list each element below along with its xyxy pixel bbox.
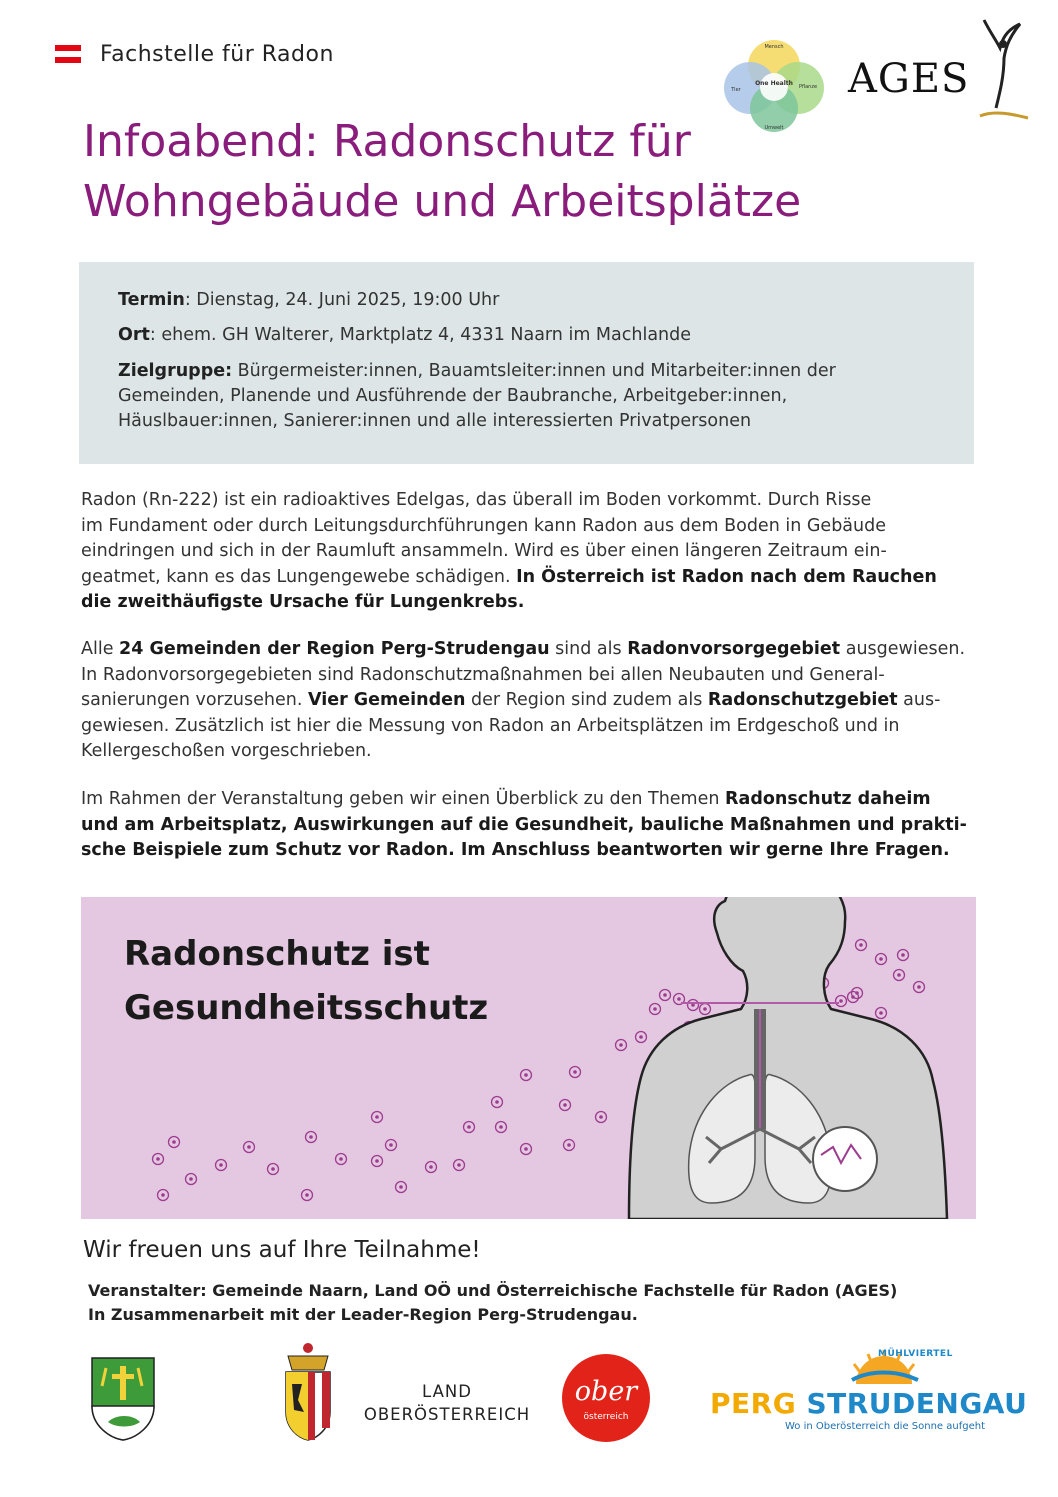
perg-strudengau-logo — [710, 1387, 1027, 1420]
title-line-2: Wohngebäude und Arbeitsplätze — [83, 176, 802, 227]
radon-particle-core — [677, 997, 681, 1001]
paragraph-region — [81, 637, 971, 765]
radon-particle-core — [309, 1135, 313, 1139]
text-span: sind als — [549, 639, 628, 659]
upper-austria-coat-of-arms-icon — [282, 1340, 334, 1444]
perg-logo-top: MÜHLVIERTEL — [878, 1349, 953, 1359]
radon-particle-core — [573, 1070, 577, 1074]
ort-line — [118, 323, 938, 348]
perg-logo-part2: STRUDENGAU — [806, 1387, 1028, 1420]
zielgruppe-line — [118, 359, 938, 434]
text-span-bold: Vier Gemeinden — [307, 690, 466, 710]
radon-particle-core — [619, 1043, 623, 1047]
radon-particle-core — [339, 1157, 343, 1161]
health-banner — [81, 897, 976, 1219]
banner-title-line: Gesundheitsschutz — [124, 988, 489, 1028]
naarn-coat-of-arms-icon — [90, 1356, 156, 1442]
one-health-label: Tier — [731, 87, 741, 93]
termin-label: Termin — [118, 290, 185, 310]
organizer-text — [88, 1279, 897, 1327]
paragraph-event-topics — [81, 787, 971, 864]
text-line: im Fundament oder durch Leitungsdurchführungen kann Radon aus dem Boden in Gebäude — [81, 515, 886, 536]
ober-logo-sub: österreich — [583, 1412, 629, 1422]
one-health-label: Pflanze — [798, 84, 818, 90]
radon-particle-core — [495, 1100, 499, 1104]
text-span-bold: Radonvorsorgegebiet — [627, 639, 841, 659]
organizer-line: In Zusammenarbeit mit der Leader-Region Perg-Strudengau. — [88, 1305, 638, 1324]
text-span: der Region sind zudem als — [465, 690, 708, 710]
ort-value: : ehem. GH Walterer, Marktplatz 4, 4331 Naarn im Machlande — [149, 325, 692, 345]
text-line-bold: In Österreich ist Radon nach dem Rauchen — [516, 566, 937, 587]
radon-particle-core — [375, 1115, 379, 1119]
ober-logo-main: ober — [574, 1376, 638, 1407]
text-line: geatmet, kann es das Lungengewebe schädigen. — [81, 566, 517, 587]
zielgruppe-text: Gemeinden, Planende und Ausführende der Baubranche, Arbeitgeber:innen, — [118, 386, 788, 406]
text-span: ausgewiesen. — [840, 639, 966, 659]
text-line: Kellergeschoßen vorgeschrieben. — [81, 741, 372, 761]
text-span-bold: Radonschutzgebiet — [707, 690, 898, 710]
text-span: aus- — [897, 690, 941, 710]
text-span: sanierungen vorzusehen. — [81, 690, 308, 710]
ages-figure-icon — [976, 18, 1030, 126]
page-title — [83, 112, 843, 232]
radon-particle-core — [389, 1143, 393, 1147]
radon-particle-core — [599, 1115, 603, 1119]
radon-particle-core — [499, 1125, 503, 1129]
radon-particle-core — [161, 1193, 165, 1197]
zielgruppe-label: Zielgruppe: — [118, 361, 233, 381]
one-health-label: Umwelt — [764, 125, 784, 131]
radon-particle-core — [219, 1163, 223, 1167]
text-line-bold: und am Arbeitsplatz, Auswirkungen auf die Gesundheit, bauliche Maßnahmen und prakti- — [81, 814, 967, 835]
land-line: LAND — [422, 1382, 472, 1401]
radon-particle-core — [524, 1147, 528, 1151]
event-info-box — [79, 262, 974, 464]
text-span-bold: 24 Gemeinden der Region Perg-Strudengau — [119, 639, 550, 659]
thanks-text: Wir freuen uns auf Ihre Teilnahme! — [83, 1237, 481, 1263]
radon-particle-core — [663, 993, 667, 997]
radon-particle-core — [457, 1163, 461, 1167]
text-line: eindringen und sich in der Raumluft ansammeln. Wird es über einen längeren Zeitraum ein- — [81, 541, 887, 561]
text-line: Radon (Rn-222) ist ein radioaktives Edelgas, das überall im Boden vorkommt. Durch Risse — [81, 490, 872, 510]
text-line-bold: die zweithäufigste Ursache für Lungenkrebs. — [81, 592, 525, 612]
radon-particle-core — [703, 1007, 707, 1011]
title-line-1: Infoabend: Radonschutz für — [83, 116, 691, 167]
land-ooe-logo-text — [357, 1380, 537, 1426]
termin-line — [118, 288, 938, 313]
land-line: OBERÖSTERREICH — [363, 1405, 531, 1424]
termin-value: : Dienstag, 24. Juni 2025, 19:00 Uhr — [184, 290, 500, 310]
ober-oesterreich-logo — [562, 1354, 650, 1442]
paragraph-radon-intro — [81, 488, 971, 616]
text-span: Im Rahmen der Veranstaltung geben wir einen Überblick zu den Themen — [81, 789, 726, 809]
radon-particle-core — [156, 1157, 160, 1161]
radon-particle-core — [524, 1073, 528, 1077]
radon-particle-core — [467, 1125, 471, 1129]
header-title: Fachstelle für Radon — [100, 42, 334, 67]
radon-illustration — [81, 897, 976, 1219]
text-line: In Radonvorsorgegebieten sind Radonschutzmaßnahmen bei allen Neubauten und General- — [81, 664, 885, 685]
radon-particle-core — [563, 1103, 567, 1107]
zielgruppe-text: Häuslbauer:innen, Sanierer:innen und alle interessierten Privatpersonen — [118, 411, 752, 431]
ages-logo — [848, 18, 1030, 126]
radon-particle-core — [189, 1177, 193, 1181]
perg-logo-part1: PERG — [710, 1387, 797, 1420]
radon-particle-core — [172, 1140, 176, 1144]
austria-flag-icon — [55, 45, 81, 63]
ort-label: Ort — [118, 325, 150, 345]
radon-particle-core — [639, 1035, 643, 1039]
radon-particle-core — [247, 1145, 251, 1149]
banner-title-line: Radonschutz ist — [124, 934, 430, 974]
ages-logo-text: AGES — [848, 56, 970, 102]
radon-particle-core — [653, 1007, 657, 1011]
cell-zoom-icon — [813, 1127, 877, 1191]
text-line-bold: sche Beispiele zum Schutz vor Radon. Im Anschluss beantworten wir gerne Ihre Fragen. — [81, 840, 950, 860]
radon-particle-core — [399, 1185, 403, 1189]
radon-particle-core — [429, 1165, 433, 1169]
radon-particle-core — [305, 1193, 309, 1197]
text-span: Alle — [81, 639, 120, 659]
one-health-label: Mensch — [764, 44, 784, 50]
organizer-line: Veranstalter: Gemeinde Naarn, Land OÖ und Österreichische Fachstelle für Radon (AGES) — [88, 1281, 898, 1300]
perg-logo-tagline: Wo in Oberösterreich die Sonne aufgeht — [785, 1421, 986, 1432]
radon-particle-core — [375, 1159, 379, 1163]
one-health-center: One Health — [755, 80, 793, 87]
text-span-bold: Radonschutz daheim — [725, 789, 931, 809]
radon-particle-core — [271, 1167, 275, 1171]
zielgruppe-text: Bürgermeister:innen, Bauamtsleiter:innen und Mitarbeiter:innen der — [232, 361, 836, 381]
text-line: gewiesen. Zusätzlich ist hier die Messung von Radon an Arbeitsplätzen im Erdgeschoß und in — [81, 715, 900, 736]
radon-particle-core — [567, 1143, 571, 1147]
